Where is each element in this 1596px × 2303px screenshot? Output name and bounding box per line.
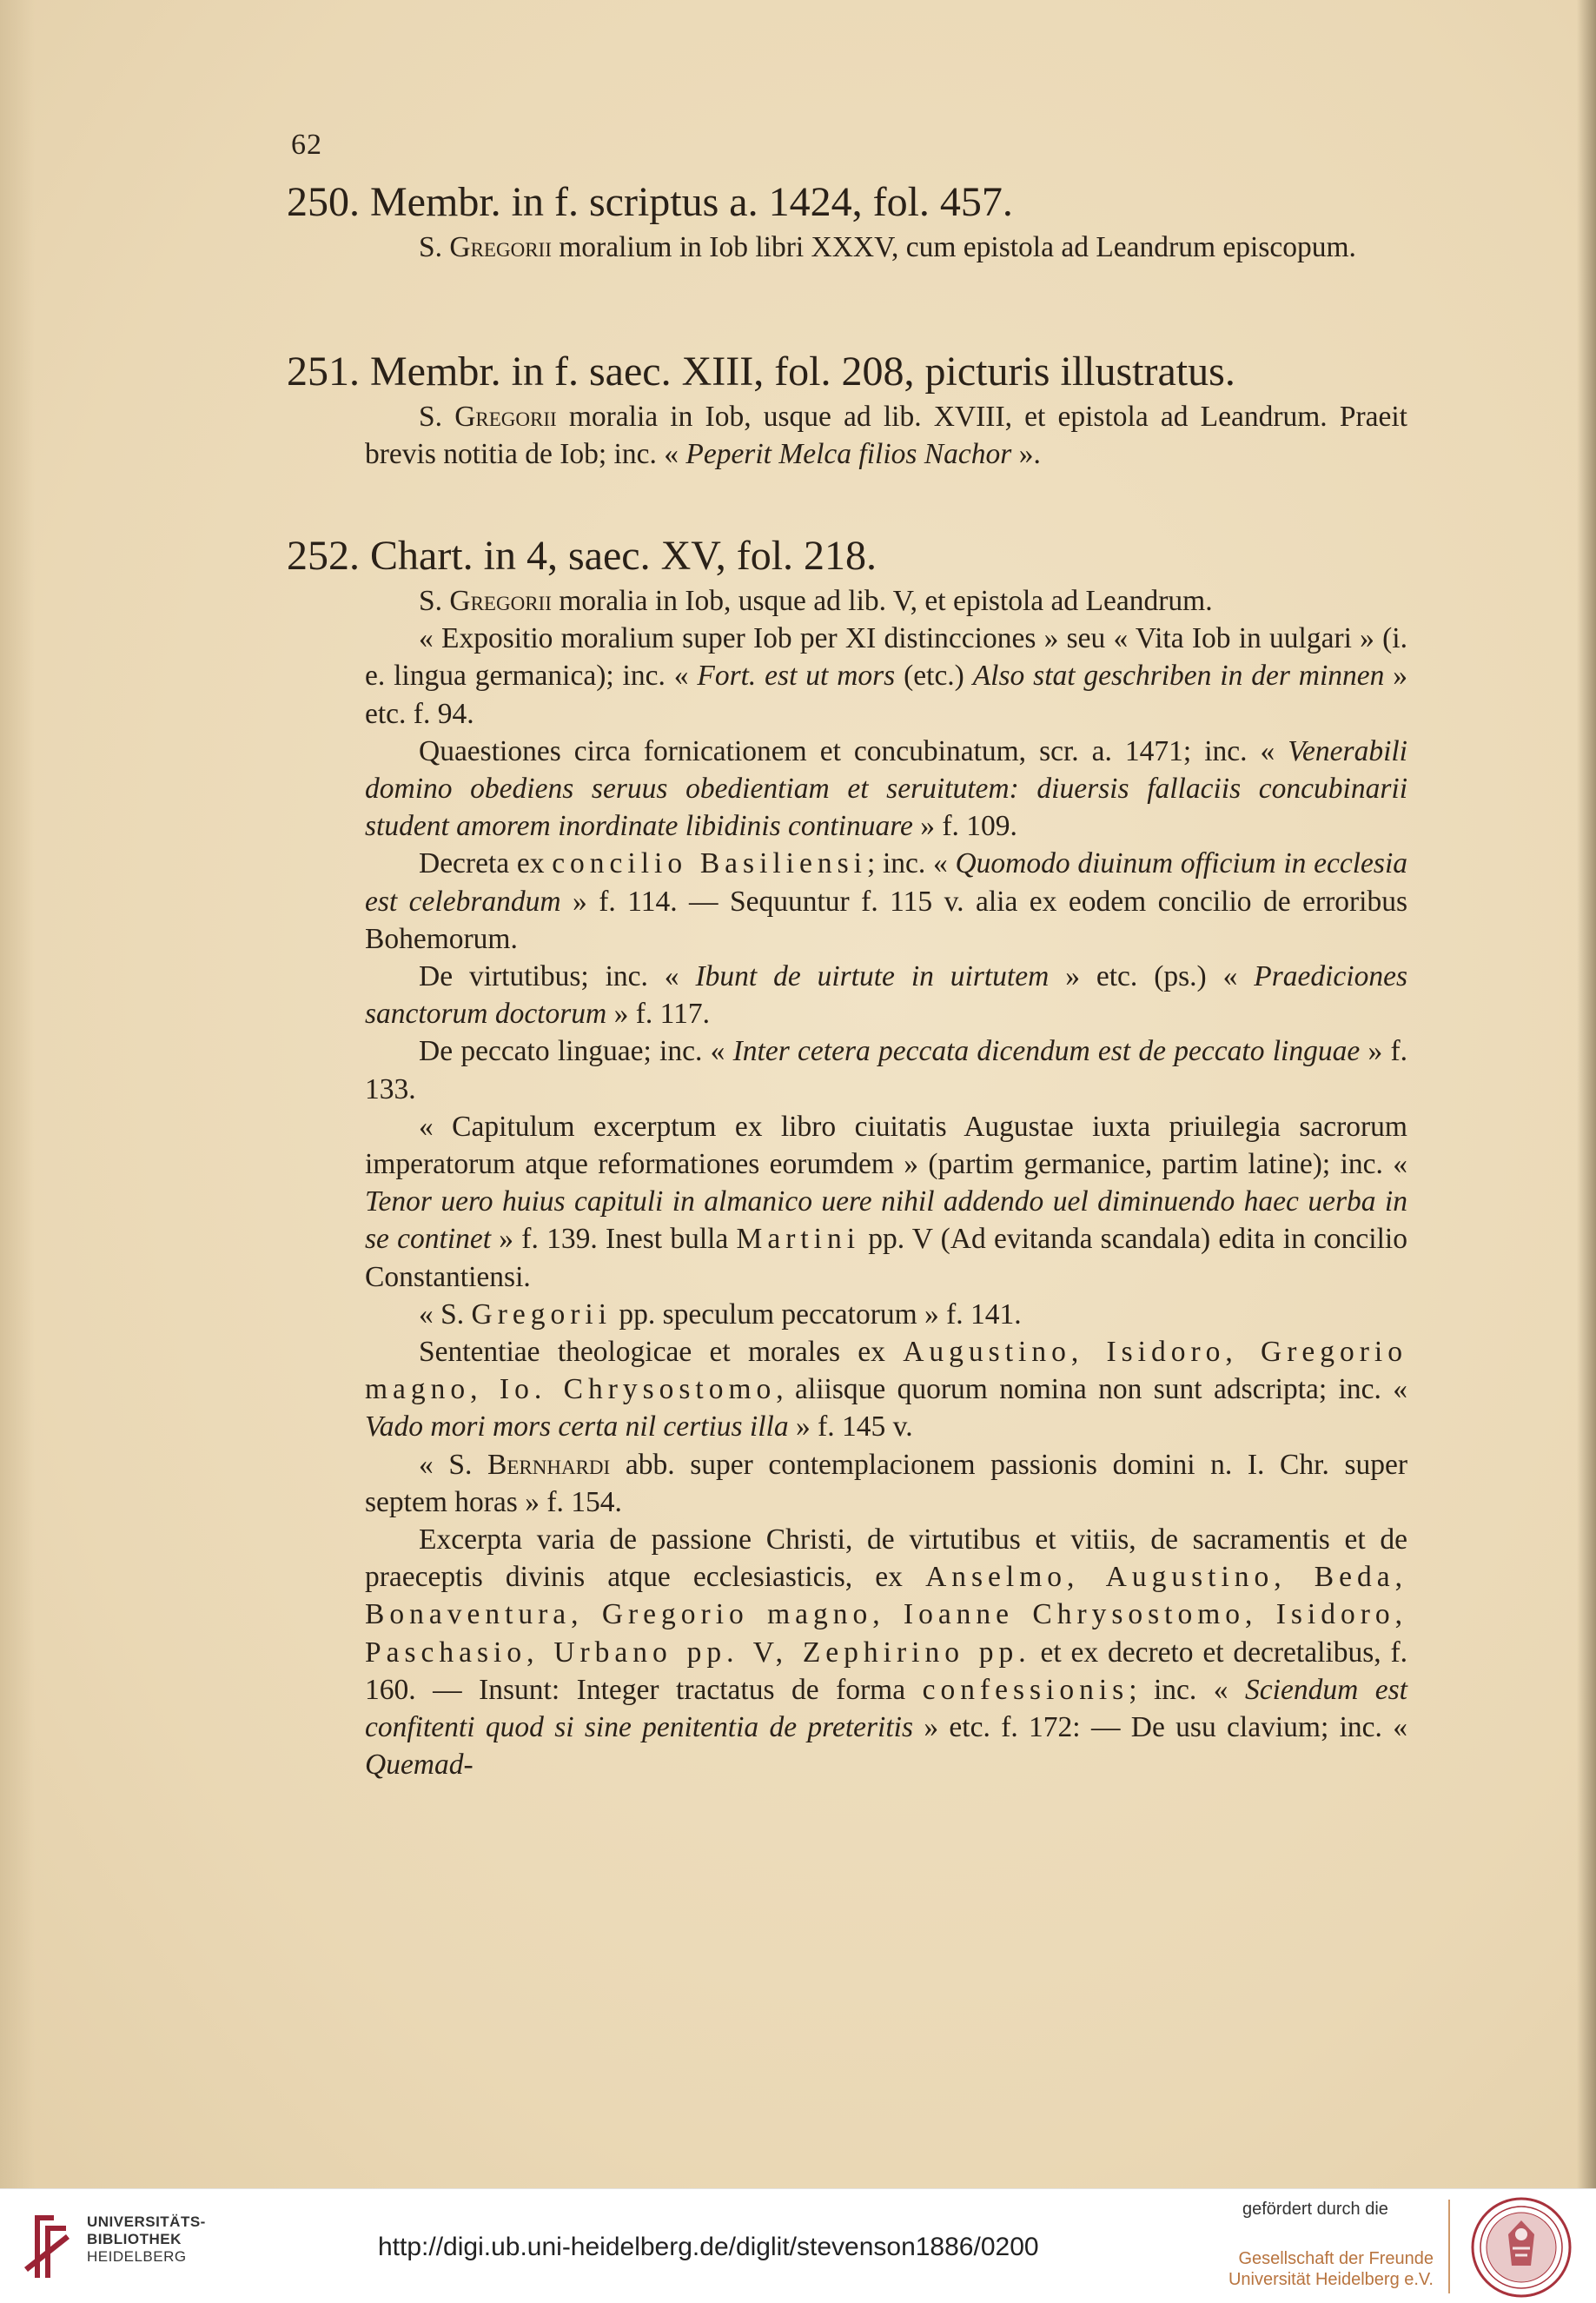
spaced-name: Martini [736,1223,861,1256]
ub-logo-icon [16,2207,78,2285]
entry-252-paragraphs [287,582,1407,1784]
page-edge-shadow [1577,0,1596,2188]
permalink-url[interactable]: http://digi.ub.uni-heidelberg.de/diglit/stevenson1886/0200 [378,2233,1039,2261]
page-number: 62 [291,129,322,161]
sponsor-name-line: Universität Heidelberg e.V. [1228,2270,1434,2289]
incipit-italic: Sciendum est confitenti quod si sine penitentia de preteritis [365,1673,1407,1744]
spaced-name: Augustino, Isidoro, Gregorio magno, Io. Chrysostomo [365,1336,1407,1406]
small-caps-name: Gregorii [449,585,552,617]
incipit-italic: Also stat geschriben in der minnen [972,660,1385,693]
incipit-italic: Vado mori mors certa nil certius illa [365,1410,789,1444]
paragraph-capitulum: « Capitulum excerptum ex libro ciuitatis Augustae iuxta priuilegia sacrorum imperatorum atque reformationes eorumdem » (partim germanice, partim latine); inc. « Tenor uero huius capituli in almanico uere nihil addendo uel diminuendo haec uerba in se continet » f. 139. Inest bulla Martini pp. V (Ad evitanda scandala) edita in concilio Constantiensi. [365,1110,1407,1293]
entry-heading: 251. Membr. in f. saec. XIII, fol. 208, picturis illustratus. [287,348,1235,395]
incipit-italic: Ibunt de uirtute in uirtutem [695,960,1050,993]
entry-252 [287,532,1407,1784]
incipit-italic: Fort. est ut mors [697,660,896,693]
paragraph-decreta: Decreta ex concilio Basiliensi; inc. « Quomodo diuinum officium in ecclesia est celebrandum » f. 114. — Sequuntur f. 115 v. alia ex eodem concilio de erroribus Bohemorum. [365,847,1407,955]
incipit-italic: Inter cetera peccata dicendum est de peccato linguae [732,1035,1361,1068]
paragraph-expositio: « Expositio moralium super Iob per XI distincciones » seu « Vita Iob in uulgari » (i. e. lingua germanica); inc. « Fort. est ut mors (etc.) Also stat geschriben in der minnen » etc. f. 94. [365,622,1407,730]
page-gutter-shadow [0,0,35,2188]
footer-bar [0,2188,1596,2303]
spaced-name: Gregorii [471,1298,613,1331]
sponsor-name [1212,2248,1434,2290]
small-caps-name: Bernhardi [487,1448,611,1481]
sponsor-name-line: Gesellschaft der Freunde [1238,2249,1434,2268]
incipit-italic: Praediciones sanctorum doctorum [365,960,1407,1031]
paragraph-speculum: « S. Gregorii pp. speculum peccatorum » f. 141. [419,1298,1022,1331]
incipit-italic: Quemad- [365,1749,474,1782]
entry-251 [287,348,1407,473]
paragraph-quaestiones: Quaestiones circa fornicationem et concubinatum, scr. a. 1471; inc. « Venerabili domino obediens seruus obedientiam et seruitutem: diuersis fallaciis concubinarii student amorem inordinate libidinis continuare » f. 109. [365,734,1407,843]
paragraph-virtutibus: De virtutibus; inc. « Ibunt de uirtute in uirtutem » etc. (ps.) « Praediciones sanctorum doctorum » f. 117. [365,960,1407,1031]
entry-250 [287,178,1407,266]
library-name [87,2213,206,2266]
paragraph-gregorii: S. Gregorii moralia in Iob, usque ad lib. V, et epistola ad Leandrum. [419,585,1213,617]
incipit-italic: Peperit Melca filios Nachor [685,438,1012,471]
library-name-line: BIBLIOTHEK [87,2231,182,2247]
spaced-name: Anselmo, Augustino, Beda, Bonaventura, Gregorio magno, Ioanne Chrysostomo, Isidoro, Paschasio, Urbano pp. V, Zephirino pp. [365,1561,1407,1669]
library-name-line: HEIDELBERG [87,2248,187,2265]
spaced-name: confessionis [922,1673,1129,1706]
spaced-name: concilio Basiliensi [552,847,867,880]
entry-body: S. Gregorii moralia in Iob, usque ad lib. XVIII, et epistola ad Leandrum. Praeit brevis notitia de Iob; inc. « Peperit Melca filios Nachor ». [365,401,1407,471]
paragraph-peccato-linguae: De peccato linguae; inc. « Inter cetera peccata dicendum est de peccato linguae » f. 133. [365,1035,1408,1105]
paragraph-excerpta: Excerpta varia de passione Christi, de virtutibus et vitiis, de sacramentis et de praeceptis divinis atque ecclesiasticis, ex Anselmo, Augustino, Beda, Bonaventura, Gregorio magno, Ioanne Chrysostomo, Isidoro, Paschasio, Urbano pp. V, Zephirino pp. et ex decreto et decretalibus, f. 160. — Insunt: Integer tractatus de forma confessionis; inc. « Sciendum est confitenti quod si sine penitentia de preteritis » etc. f. 172: — De usu clavium; inc. « Quemad- [365,1523,1407,1782]
incipit-italic: Venerabili domino obediens seruus obedientiam et seruitutem: diuersis fallaciis concubinarii student amorem inordinate libidinis continuare [365,734,1407,843]
entry-heading: 252. Chart. in 4, saec. XV, fol. 218. [287,533,877,579]
small-caps-name: Gregorii [454,401,557,433]
entry-body: S. Gregorii moralium in Iob libri XXXV, cum epistola ad Leandrum episcopum. [419,231,1356,263]
incipit-italic: Quomodo diuinum officium in ecclesia est celebrandum [365,847,1407,918]
paragraph-sententiae: Sententiae theologicae et morales ex Augustino, Isidoro, Gregorio magno, Io. Chrysostomo, aliisque quorum nomina non sunt adscripta; inc. « Vado mori mors certa nil certius illa » f. 145 v. [365,1336,1407,1444]
library-name-line: UNIVERSITÄTS- [87,2213,206,2230]
sponsor-label: gefördert durch die [1242,2200,1388,2219]
entry-heading: 250. Membr. in f. scriptus a. 1424, fol. 457. [287,179,1013,225]
university-seal-icon [1470,2196,1573,2299]
paragraph-bernhardi: « S. Bernhardi abb. super contemplacionem passionis domini n. I. Chr. super septem horas » f. 154. [365,1448,1407,1518]
incipit-italic: Tenor uero huius capituli in almanico uere nihil addendo uel diminuendo haec uerba in se continet [365,1185,1407,1256]
footer-divider [1448,2200,1450,2293]
small-caps-name: Gregorii [449,231,552,263]
